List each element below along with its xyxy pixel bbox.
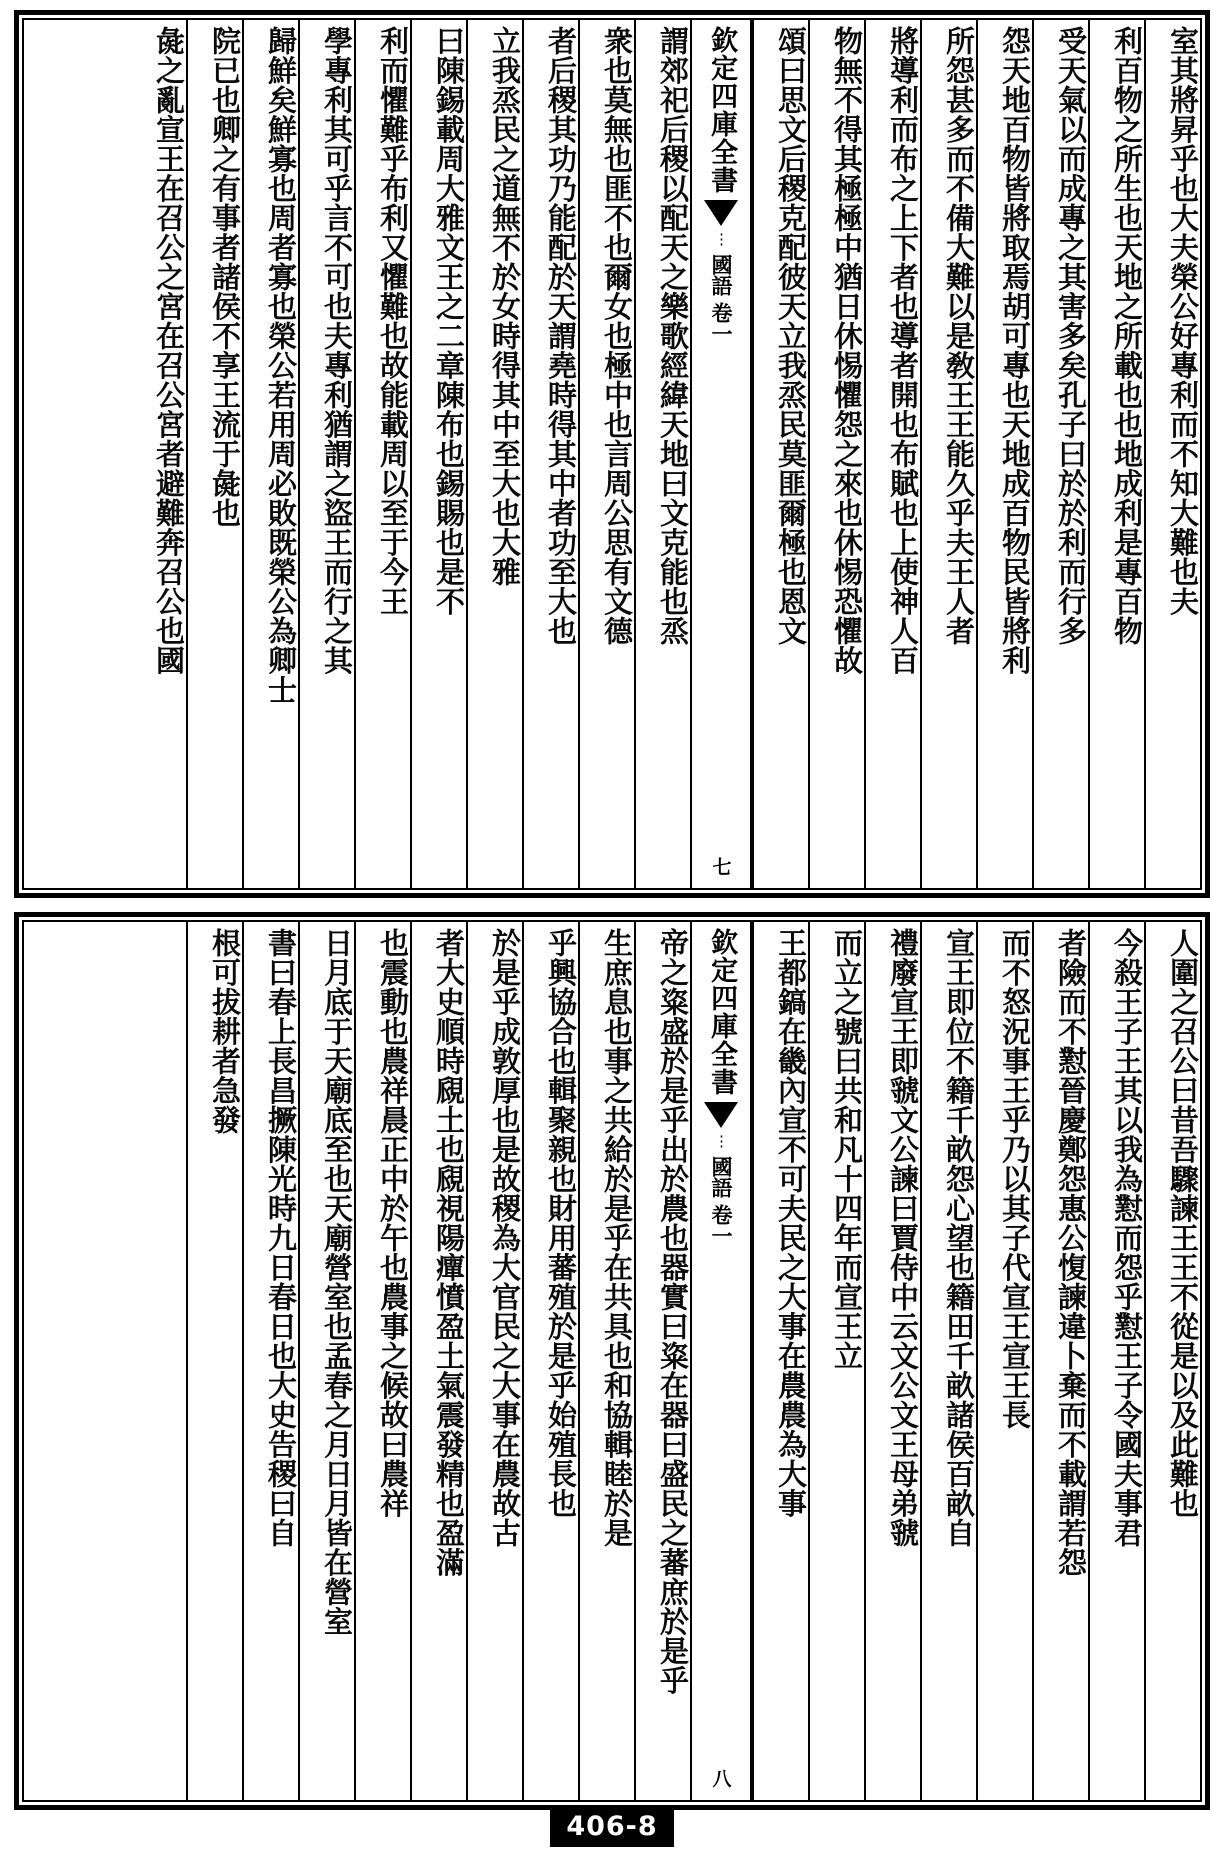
text-column: 受天氣以而成專之其害多矣孔子曰於於利而行多 [1032,20,1088,888]
page-footer [0,1808,1224,1847]
center-banner-bottom [690,922,752,1800]
text-column: 書曰春上長昌撅陳光時九日春日也大史告稷曰自 [242,922,298,1800]
text-column: 於是乎成敦厚也是故稷為大官民之大事在農故古 [466,922,522,1800]
text-column: 將導利而布之上下者也導者開也布賦也上使神人百 [864,20,920,888]
text-column-empty [130,922,186,1800]
text-column: 立我烝民之道無不於女時得其中至大也大雅 [466,20,522,888]
text-column: 根可拔耕者急發 [186,922,242,1800]
text-column: 怨天地百物皆將取焉胡可專也天地成百物民皆將利 [976,20,1032,888]
banner-dots: ⋮ [712,1132,731,1150]
fishtail-icon [704,200,738,226]
banner-section: 國語 [709,254,735,296]
text-column: 者大史順時覛土也覛視陽癉憤盈土氣震發精也盈滿 [410,922,466,1800]
text-column: 室其將昇乎也大夫榮公好專利而不知大難也夫 [1144,20,1200,888]
banner-section: 國語 [709,1156,735,1198]
banner-title: 欽定四庫全書 [706,26,738,194]
text-column: 利而懼難乎布利又懼難也故能載周以至于今王 [354,20,410,888]
text-column: 帝之粢盛於是乎出於農也器實曰粢在器曰盛民之蕃庶於是乎 [634,922,690,1800]
leaf-bottom-inner [22,920,1202,1802]
text-column: 今殺王子王其以我為懟而怨乎懟王子令國夫事君 [1088,922,1144,1800]
text-column: 學專利其可乎言不可也夫專利猶謂之盜王而行之其 [298,20,354,888]
banner-page-mark: 八 [709,1769,732,1788]
text-column: 人圍之召公曰昔吾驟諫王王不從是以及此難也 [1144,922,1200,1800]
center-banner-top [690,20,752,888]
text-column: 物無不得其極極中猶日休惕懼怨之來也休惕恐懼故 [808,20,864,888]
text-column: 日月底于天廟底至也天廟營室也孟春之月日月皆在營室 [298,922,354,1800]
text-column: 衆也莫無也匪不也爾女也極中也言周公思有文德 [578,20,634,888]
text-column: 院已也卿之有事者諸侯不享王流于彘也 [186,20,242,888]
text-column: 者后稷其功乃能配於天謂堯時得其中者功至大也 [522,20,578,888]
text-column: 彘之亂宣王在召公之宮在召公宮者避難奔召公也國 [152,26,186,675]
leaf-top [14,10,1210,898]
banner-title: 欽定四庫全書 [706,928,738,1096]
banner-dots: ⋮ [712,230,731,248]
fishtail-icon [704,1102,738,1128]
banner-page-mark: 七 [709,857,732,876]
text-column: 謂郊祀后稷以配天之樂歌經緯天地曰文克能也烝 [634,20,690,888]
text-column: 禮廢宣王即虢文公諫曰賈侍中云文公文王母弟虢 [864,922,920,1800]
leaf-bottom [14,912,1210,1810]
text-column: 而立之號曰共和凡十四年而宣王立 [808,922,864,1800]
text-column: 而不怒況事王乎乃以其子代宣王宣王長 [976,922,1032,1800]
text-column: 歸鮮矣鮮寡也周者寡也榮公若用周必敗既榮公為卿士 [242,20,298,888]
text-column: 乎興協合也輯聚親也財用蕃殖於是乎始殖長也 [522,922,578,1800]
text-column: 者險而不懟晉慶鄭怨惠公愎諫違卜棄而不載謂若怨 [1032,922,1088,1800]
text-column: 王都鎬在畿內宣不可夫民之大事在農農為大事 [752,922,808,1800]
text-column: 曰陳錫載周大雅文王之二章陳布也錫賜也是不 [410,20,466,888]
leaf-top-inner [22,18,1202,890]
text-column: 也震動也農祥晨正中於午也農事之候故曰農祥 [354,922,410,1800]
banner-volume: 卷一 [709,1204,735,1246]
text-column: 利百物之所生也天地之所載也也地成利是專百物 [1088,20,1144,888]
page-number-badge: 406-8 [550,1808,673,1847]
text-column: 所怨甚多而不備大難以是敎王王能久乎夫王人者 [920,20,976,888]
text-column: 宣王即位不籍千畝怨心望也籍田千畝諸侯百畝自 [920,922,976,1800]
banner-volume: 卷一 [709,302,735,344]
text-column: 頌曰思文后稷克配彼天立我烝民莫匪爾極也恩文 [752,20,808,888]
text-column: 生庶息也事之共給於是乎在共具也和協輯睦於是 [578,922,634,1800]
